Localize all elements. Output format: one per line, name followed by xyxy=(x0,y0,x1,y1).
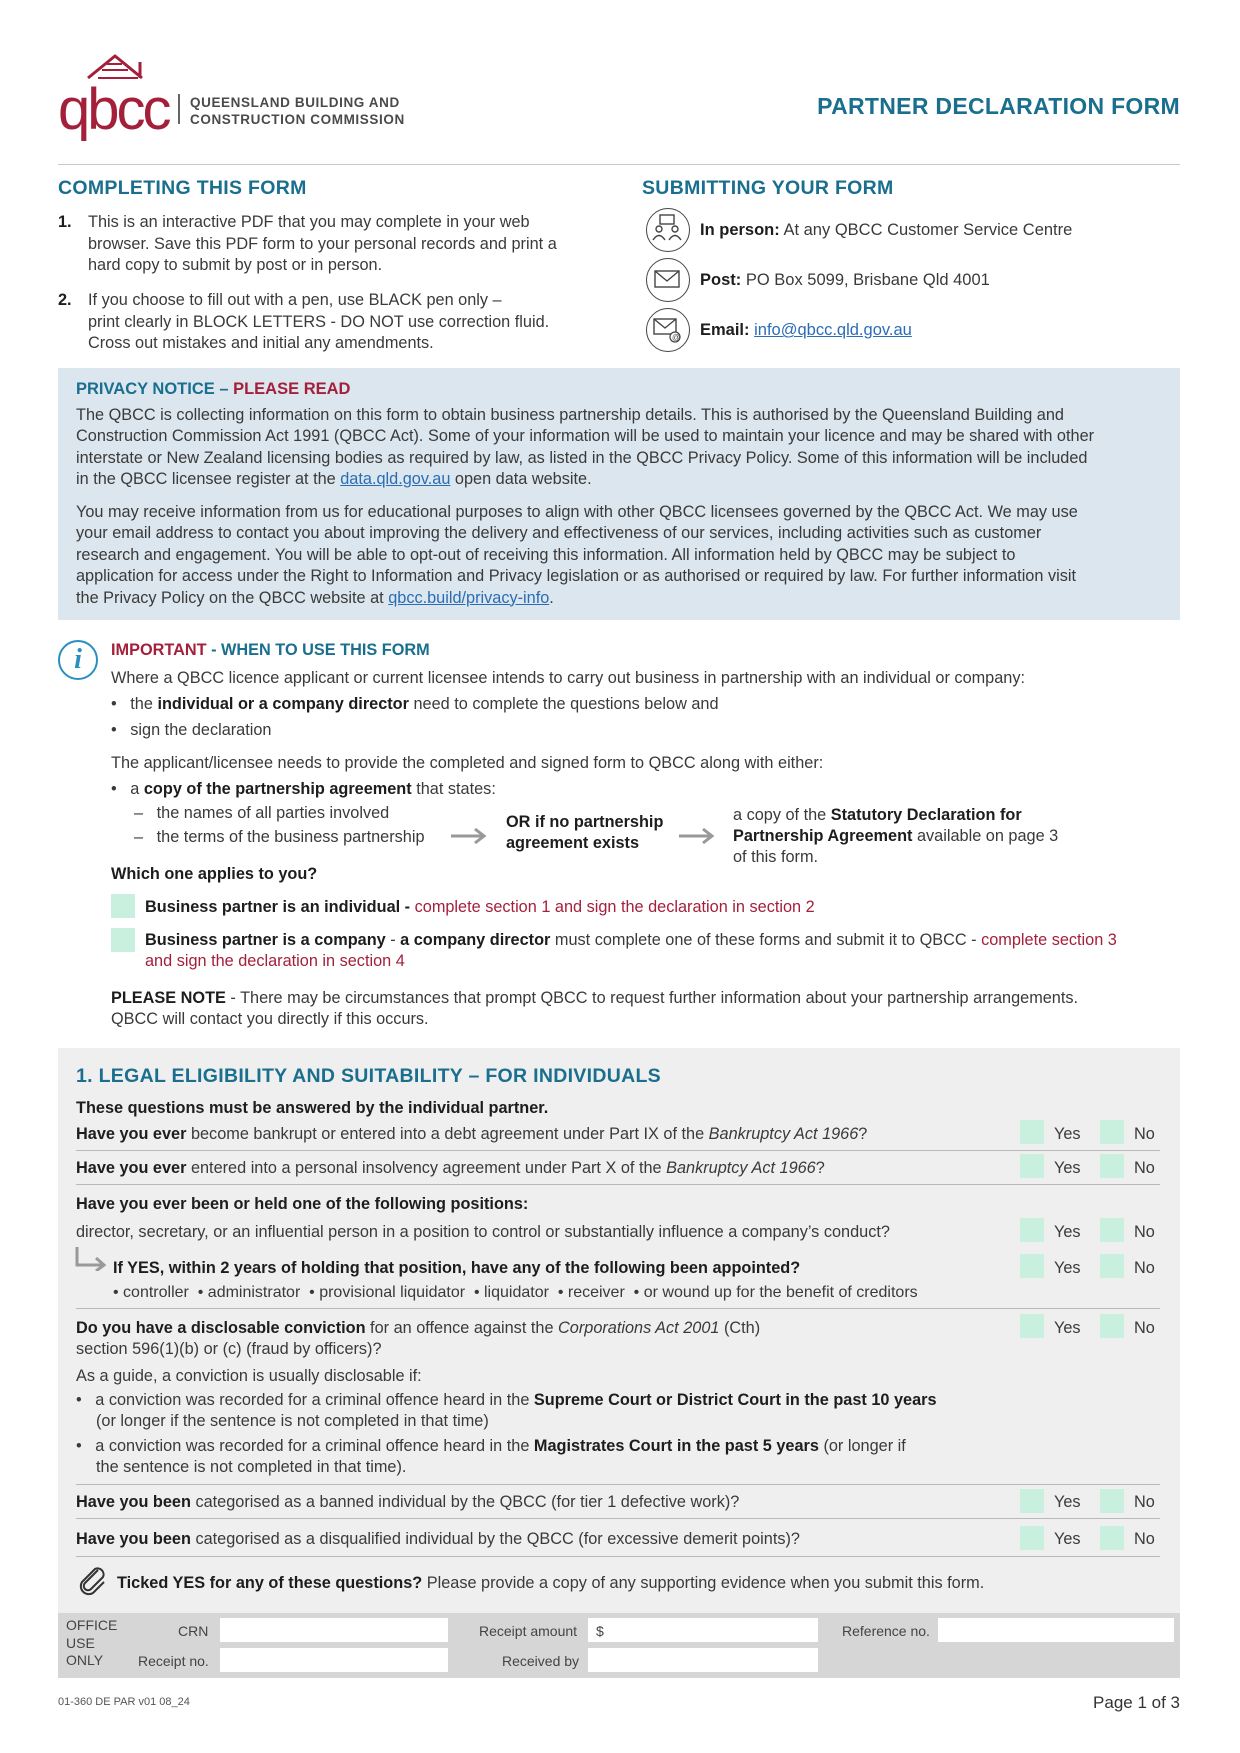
privacy-heading-b: PLEASE READ xyxy=(233,380,351,398)
question-positions: director, secretary, or an influential person in a position to control or substantially influence a company’s conduct? xyxy=(76,1223,890,1241)
in-person-label: In person: xyxy=(700,221,780,239)
receipt-no-label: Receipt no. xyxy=(138,1653,209,1669)
people-icon xyxy=(646,208,690,252)
email-link[interactable]: info@qbcc.qld.gov.au xyxy=(754,321,912,339)
info-icon: i xyxy=(58,640,98,680)
item-number: 1. xyxy=(58,213,72,231)
crn-field[interactable] xyxy=(220,1618,448,1642)
privacy-line: your email address to contact you about improving the delivery and effectiveness of our services, including activities such as customer xyxy=(76,524,1042,543)
yes-checkbox[interactable] xyxy=(1020,1154,1044,1178)
privacy-line: Construction Commission Act 1991 (QBCC Act). Some of your information will be used to maintain your licence and may be shared with other xyxy=(76,427,1095,446)
yes-label: Yes xyxy=(1054,1223,1081,1241)
item-line: hard copy to submit by post or in person. xyxy=(88,256,383,274)
item-line: If you choose to fill out with a pen, use BLACK pen only – xyxy=(88,291,502,309)
no-checkbox[interactable] xyxy=(1100,1314,1124,1338)
ticked-yes-note: Ticked YES for any of these questions? Please provide a copy of any supporting evidence when you submit this form. xyxy=(117,1574,985,1592)
receipt-amount-field[interactable] xyxy=(588,1618,818,1642)
email-line xyxy=(700,320,912,341)
yes-checkbox[interactable] xyxy=(1020,1120,1044,1144)
no-label: No xyxy=(1134,1530,1155,1548)
section-1-sub: These questions must be answered by the individual partner. xyxy=(76,1099,549,1117)
important-intro: Where a QBCC licence applicant or current licensee intends to carry out business in partnership with an individual or company: xyxy=(111,669,1026,687)
header-divider xyxy=(58,164,1180,165)
item-line: Cross out mistakes and initial any amendments. xyxy=(88,334,434,352)
privacy-info-link[interactable]: qbcc.build/privacy-info xyxy=(388,588,550,607)
privacy-line: . xyxy=(549,588,554,607)
arrow-right-icon xyxy=(449,826,489,852)
yes-label: Yes xyxy=(1054,1259,1081,1277)
no-checkbox[interactable] xyxy=(1100,1526,1124,1550)
row-divider xyxy=(76,1308,1160,1309)
qbcc-logo xyxy=(58,50,168,148)
guide-bullet-1: • a conviction was recorded for a criminal offence heard in the Supreme Court or District Court in the past 10 years (or longer if the sentence is not completed in that time) xyxy=(76,1391,937,1430)
arrow-right-icon xyxy=(677,826,717,852)
please-note: PLEASE NOTE - There may be circumstances that prompt QBCC to request further information about your partnership arrangements. QBCC will contact you directly if this occurs. xyxy=(111,989,1079,1028)
envelope-icon xyxy=(646,258,690,302)
dollar-sign: $ xyxy=(596,1623,604,1639)
yes-checkbox[interactable] xyxy=(1020,1489,1044,1513)
question-appointed: If YES, within 2 years of holding that position, have any of the following been appointed? xyxy=(113,1259,801,1277)
post-line xyxy=(700,270,990,291)
yes-label: Yes xyxy=(1054,1319,1081,1337)
yes-label: Yes xyxy=(1054,1125,1081,1143)
org-name xyxy=(190,94,405,128)
question-positions-heading: Have you ever been or held one of the following positions: xyxy=(76,1195,529,1213)
guide-bullet-2: • a conviction was recorded for a criminal offence heard in the Magistrates Court in the past 5 years (or longer if the sentence is not completed in that time). xyxy=(76,1437,906,1476)
question-banned: Have you been categorised as a banned individual by the QBCC (for tier 1 defective work)? xyxy=(76,1493,740,1511)
reference-no-label: Reference no. xyxy=(842,1623,930,1639)
question-conviction: Do you have a disclosable conviction for an offence against the Corporations Act 2001 (Cth) section 596(1)(b) or (c) (fraud by officers)? xyxy=(76,1319,761,1358)
form-title: PARTNER DECLARATION FORM xyxy=(817,93,1180,119)
question-insolvency: Have you ever entered into a personal insolvency agreement under Part X of the Bankruptcy Act 1966? xyxy=(76,1159,825,1177)
received-by-field[interactable] xyxy=(588,1648,818,1672)
yes-checkbox[interactable] xyxy=(1020,1314,1044,1338)
privacy-paragraph-2 xyxy=(76,502,1166,609)
no-checkbox[interactable] xyxy=(1100,1218,1124,1242)
submitting-heading: SUBMITTING YOUR FORM xyxy=(642,177,894,199)
row-divider xyxy=(76,1556,1160,1557)
option-company: Business partner is a company - a company director must complete one of these forms and submit it to QBCC - complete section 3 and sign the declaration in section 4 xyxy=(145,931,1117,970)
sub-bullet-1: – the names of all parties involved xyxy=(134,804,390,822)
in-person-line xyxy=(700,220,1072,241)
privacy-line: in the QBCC licensee register at the xyxy=(76,470,341,489)
privacy-line: the Privacy Policy on the QBCC website at xyxy=(76,588,389,607)
post-value: PO Box 5099, Brisbane Qld 4001 xyxy=(745,271,990,289)
privacy-line: The QBCC is collecting information on this form to obtain business partnership details. This is authorised by the Queensland Building and xyxy=(76,406,1064,424)
when-label: - WHEN TO USE THIS FORM xyxy=(206,641,430,659)
yes-checkbox[interactable] xyxy=(1020,1218,1044,1242)
checkbox-company[interactable] xyxy=(111,928,135,952)
or-text: OR if no partnership agreement exists xyxy=(506,813,664,852)
privacy-heading xyxy=(76,379,350,400)
receipt-amount-label: Receipt amount xyxy=(479,1623,578,1639)
applicant-text: The applicant/licensee needs to provide the completed and signed form to QBCC along with either: xyxy=(111,754,824,772)
yes-checkbox[interactable] xyxy=(1020,1254,1044,1278)
privacy-line: application for access under the Right to Information and Privacy legislation or as authorised or required by law. For further information visit xyxy=(76,567,1076,586)
yes-checkbox[interactable] xyxy=(1020,1526,1044,1550)
item-line: browser. Save this PDF form to your personal records and print a xyxy=(88,234,557,253)
privacy-line: You may receive information from us for educational purposes to align with other QBCC licensees governed by the QBCC Act. We may use xyxy=(76,503,1078,521)
office-use-panel xyxy=(58,1613,1180,1678)
privacy-line: interstate or New Zealand licensing bodies as required by law, as listed in the QBCC Privacy Policy. Some of this information will be included xyxy=(76,448,1088,467)
receipt-no-field[interactable] xyxy=(220,1648,448,1672)
no-label: No xyxy=(1134,1259,1155,1277)
org-line-2: CONSTRUCTION COMMISSION xyxy=(190,112,405,127)
which-applies: Which one applies to you? xyxy=(111,865,318,883)
svg-text:@: @ xyxy=(672,333,681,343)
appointed-list: • controller • administrator • provisional liquidator • liquidator • receiver • or wound up for the benefit of creditors xyxy=(113,1284,918,1301)
row-divider xyxy=(76,1184,1160,1185)
completing-heading: COMPLETING THIS FORM xyxy=(58,177,307,199)
bullet-2: • sign the declaration xyxy=(111,721,272,739)
section-1-heading: 1. LEGAL ELIGIBILITY AND SUITABILITY – FOR INDIVIDUALS xyxy=(76,1065,661,1087)
no-label: No xyxy=(1134,1223,1155,1241)
yes-label: Yes xyxy=(1054,1159,1081,1177)
privacy-heading-a: PRIVACY NOTICE – xyxy=(76,380,234,398)
paperclip-icon xyxy=(76,1564,110,1604)
checkbox-individual[interactable] xyxy=(111,894,135,918)
data-qld-link[interactable]: data.qld.gov.au xyxy=(340,470,451,489)
no-label: No xyxy=(1134,1125,1155,1143)
important-label: IMPORTANT xyxy=(111,641,207,659)
no-label: No xyxy=(1134,1159,1155,1177)
page-number: Page 1 of 3 xyxy=(1093,1693,1180,1712)
option-individual: Business partner is an individual - complete section 1 and sign the declaration in section 2 xyxy=(145,898,815,916)
conviction-guide: As a guide, a conviction is usually disclosable if: xyxy=(76,1367,422,1385)
row-divider xyxy=(76,1484,1160,1485)
received-by-label: Received by xyxy=(502,1653,580,1669)
item-line: print clearly in BLOCK LETTERS - DO NOT use correction fluid. xyxy=(88,312,550,331)
privacy-line: open data website. xyxy=(450,470,592,489)
row-divider xyxy=(76,1518,1160,1519)
question-bankrupt: Have you ever become bankrupt or entered into a debt agreement under Part IX of the Bankruptcy Act 1966? xyxy=(76,1125,868,1143)
org-line-1: QUEENSLAND BUILDING AND xyxy=(190,95,400,110)
reference-no-field[interactable] xyxy=(938,1618,1174,1642)
sub-bullet-2: – the terms of the business partnership xyxy=(134,828,425,846)
question-disqualified: Have you been categorised as a disqualified individual by the QBCC (for excessive demerit points)? xyxy=(76,1530,800,1548)
privacy-line: research and engagement. You will be able to opt-out of receiving this information. All information held by QBCC may be subject to xyxy=(76,545,1016,564)
in-person-value: At any QBCC Customer Service Centre xyxy=(783,221,1073,239)
logo-text: qbcc xyxy=(58,77,169,142)
post-label: Post: xyxy=(700,271,742,289)
item-line: This is an interactive PDF that you may complete in your web xyxy=(88,213,530,231)
email-label: Email: xyxy=(700,321,750,339)
bullet-3: • a copy of the partnership agreement that states: xyxy=(111,780,496,798)
statutory-text: a copy of the Statutory Declaration for Partnership Agreement available on page 3 of this form. xyxy=(733,806,1059,866)
office-use-label: OFFICE USE ONLY xyxy=(66,1617,118,1668)
no-label: No xyxy=(1134,1319,1155,1337)
yes-label: Yes xyxy=(1054,1530,1081,1548)
no-checkbox[interactable] xyxy=(1100,1120,1124,1144)
no-checkbox[interactable] xyxy=(1100,1254,1124,1278)
row-divider xyxy=(76,1150,1160,1151)
privacy-notice xyxy=(58,368,1180,620)
yes-label: Yes xyxy=(1054,1493,1081,1511)
return-arrow-icon xyxy=(74,1245,108,1277)
important-heading xyxy=(111,640,430,661)
no-label: No xyxy=(1134,1493,1155,1511)
email-icon xyxy=(646,308,690,352)
no-checkbox[interactable] xyxy=(1100,1489,1124,1513)
logo-divider xyxy=(178,94,180,124)
item-number: 2. xyxy=(58,291,72,309)
privacy-paragraph-1 xyxy=(76,405,1166,491)
bullet-1: • the individual or a company director need to complete the questions below and xyxy=(111,695,719,713)
no-checkbox[interactable] xyxy=(1100,1154,1124,1178)
form-code: 01-360 DE PAR v01 08_24 xyxy=(58,1696,190,1708)
crn-label: CRN xyxy=(178,1623,209,1639)
